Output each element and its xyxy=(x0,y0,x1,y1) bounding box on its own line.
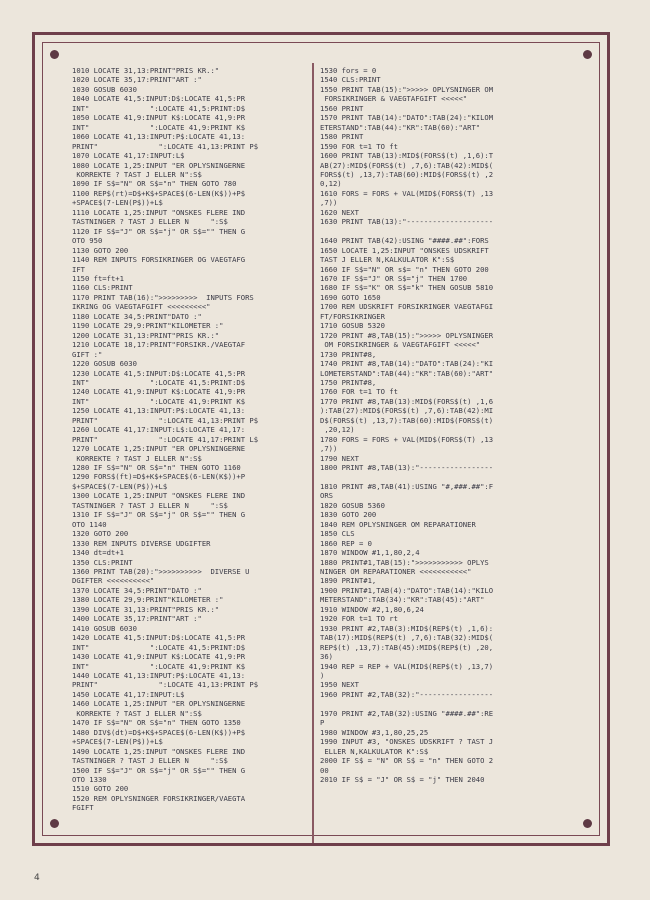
corner-dot-bottom-left xyxy=(50,819,59,828)
corner-dot-top-left xyxy=(50,50,59,59)
corner-dot-top-right xyxy=(583,50,592,59)
column-divider xyxy=(312,63,314,843)
code-listing-left-column: 1010 LOCATE 31,13:PRINT"PRIS KR.:" 1020 LOCATE 35,17:PRINT"ART :" 1030 GOSUB 6030 1040 LOCATE 41,5:INPUT:D$:LOCATE 41,5:PR INT" ":LOCATE 41,5:PRINT:D$ 1050 LOCATE 41,9:INPUT K$:LOCATE 41,9:PR INT" ":LOCATE 41,9:PRINT K$ 1060 LOCATE 41,13:INPUT:P$:LOCATE 41,13: PRINT" ":LOCATE 41,13:PRINT P$ 1070 LOCATE 41,17:INPUT:L$ 1080 LOCATE 1,25:INPUT "ER OPLYSNINGERNE KORREKTE ? TAST J ELLER N":S$ 1090 IF S$="N" OR S$="n" THEN GOTO 780 1100 REP$(rt)=D$+K$+SPACE$(6-LEN(K$))+P$ +SPACE$(7-LEN(P$))+L$ 1110 LOCATE 1,25:INPUT "ONSKES FLERE IND TASTNINGER ? TAST J ELLER N ":S$ 1120 IF S$="J" OR S$="j" OR S$="" THEN G OTO 950 1130 GOTO 200 1140 REM INPUTS FORSIKRINGER OG VAEGTAFG IFT 1150 ft=ft+1 1160 CLS:PRINT 1170 PRINT TAB(16):">>>>>>>>> INPUTS FORS IKRING OG VAEGTAFGIFT <<<<<<<<<" 1180 LOCATE 34,5:PRINT"DATO :" 1190 LOCATE 29,9:PRINT"KILOMETER :" 1200 LOCATE 31,13:PRINT"PRIS KR.:" 1210 LOCATE 18,17:PRINT"FORSIKR./VAEGTAF GIFT :" 1220 GOSUB 6030 1230 LOCATE 41,5:INPUT:D$:LOCATE 41,5:PR INT" ":LOCATE 41,5:PRINT:D$ 1240 LOCATE 41,9:INPUT K$:LOCATE 41,9:PR INT" ":LOCATE 41,9:PRINT K$ 1250 LOCATE 41,13:INPUT:P$:LOCATE 41,13: PRINT" ":LOCATE 41,13:PRINT P$ 1260 LOCATE 41,17:INPUT:L$:LOCATE 41,17: PRINT" ":LOCATE 41,17:PRINT L$ 1270 LOCATE 1,25:INPUT "ER OPLYSNINGERNE KORREKTE ? TAST J ELLER N":S$ 1280 IF S$="N" OR S$="n" THEN GOTO 1160 1290 FORS$(ft)=D$+K$+SPACE$(6-LEN(K$))+P $+SPACE$(7-LEN(P$))+L$ 1300 LOCATE 1,25:INPUT "ONSKES FLERE IND TASTNINGER ? TAST J ELLER N ":S$ 1310 IF S$="J" OR S$="j" OR S$="" THEN G OTO 1140 1320 GOTO 200 1330 REM INPUTS DIVERSE UDGIFTER 1340 dt=dt+1 1350 CLS:PRINT 1360 PRINT TAB(20):">>>>>>>>>> DIVERSE U DGIFTER <<<<<<<<<<" 1370 LOCATE 34,5:PRINT"DATO :" 1380 LOCATE 29,9:PRINT"KILOMETER :" 1390 LOCATE 31,13:PRINT"PRIS KR.:" 1400 LOCATE 35,17:PRINT"ART :" 1410 GOSUB 6030 1420 LOCATE 41,5:INPUT:D$:LOCATE 41,5:PR INT" ":LOCATE 41,5:PRINT:D$ 1430 LOCATE 41,9:INPUT K$:LOCATE 41,9:PR INT" ":LOCATE 41,9:PRINT K$ 1440 LOCATE 41,13:INPUT:P$:LOCATE 41,13: PRINT" ":LOCATE 41,13:PRINT P$ 1450 LOCATE 41,17:INPUT:L$ 1460 LOCATE 1,25:INPUT "ER OPLYSNINGERNE KORREKTE ? TAST J ELLER N":S$ 1470 IF S$="N" OR S$="n" THEN GOTO 1350 1480 DIV$(dt)=D$+K$+SPACE$(6-LEN(K$))+P$ +SPACE$(7-LEN(P$))+L$ 1490 LOCATE 1,25:INPUT "ONSKES FLERE IND TASTNINGER ? TAST J ELLER N ":S$ 1500 IF S$="J" OR S$="j" OR S$="" THEN G OTO 1330 1510 GOTO 200 1520 REM OPLYSNINGER FORSIKRINGER/VAEGTA FGIFT xyxy=(72,66,259,813)
corner-dot-bottom-right xyxy=(583,819,592,828)
code-listing-right-column: 1530 fors = 0 1540 CLS:PRINT 1550 PRINT TAB(15):">>>>> OPLYSNINGER OM FORSIKRINGER & VAEGTAFGIFT <<<<<" 1560 PRINT 1570 PRINT TAB(14):"DATO":TAB(24):"KILOM ETERSTAND":TAB(44):"KR":TAB(60):"ART" 1580 PRINT 1590 FOR t=1 TO ft 1600 PRINT TAB(13):MID$(FORS$(t) ,1,6):T AB(27):MID$(FORS$(t) ,7,6):TAB(42):MID$( FORS$(t) ,13,7):TAB(60):MID$(FORS$(t) ,2 0,12) 1610 FORS = FORS + VAL(MID$(FORS$(T) ,13 ,7)) 1620 NEXT 1630 PRINT TAB(13):"-------------------- 1640 PRINT TAB(42):USING "####.##":FORS 1650 LOCATE 1,25:INPUT "ONSKES UDSKRIFT TAST J ELLER N,KALKULATOR K":S$ 1660 IF S$="N" OR s$= "n" THEN GOTO 200 1670 IF S$="J" OR S$="j" THEN 1700 1680 IF S$="K" OR S$="k" THEN GOSUB 5810 1690 GOTO 1650 1700 REM UDSKRIFT FORSIKRINGER VAEGTAFGI FT/FORSIKRINGER 1710 GOSUB 5320 1720 PRINT #8,TAB(15):">>>>> OPLYSNINGER OM FORSIKRINGER & VAEGTAFGIFT <<<<<" 1730 PRINT#8, 1740 PRINT #8,TAB(14):"DATO":TAB(24):"KI LOMETERSTAND":TAB(44):"KR":TAB(60):"ART" 1750 PRINT#8, 1760 FOR t=1 TO ft 1770 PRINT #8,TAB(13):MID$(FORS$(t) ,1,6 ):TAB(27):MID$(FORS$(t) ,7,6):TAB(42):MI D$(FORS$(t) ,13,7):TAB(60):MID$(FORS$(t) ,20,12) 1780 FORS = FORS + VAL(MID$(FORS$(T) ,13 ,7)) 1790 NEXT 1800 PRINT #8,TAB(13):"----------------- 1810 PRINT #8,TAB(41):USING "#,###.##":F ORS 1820 GOSUB 5360 1830 GOTO 200 1840 REM OPLYSNINGER OM REPARATIONER 1850 CLS 1860 REP = 0 1870 WINDOW #1,1,80,2,4 1880 PRINT#1,TAB(15):">>>>>>>>>>> OPLYS NINGER OM REPARATIONER <<<<<<<<<<<" 1890 PRINT#1, 1900 PRINT#1,TAB(4):"DATO":TAB(14):"KILO METERSTAND":TAB(34):"KR":TAB(45):"ART" 1910 WINDOW #2,1,80,6,24 1920 FOR t=1 TO rt 1930 PRINT #2,TAB(3):MID$(REP$(t) ,1,6): TAB(17):MID$(REP$(t) ,7,6):TAB(32):MID$( REP$(t) ,13,7):TAB(45):MID$(REP$(t) ,20, 36) 1940 REP = REP + VAL(MID$(REP$(t) ,13,7) ) 1950 NEXT 1960 PRINT #2,TAB(32):"----------------- 1970 PRINT #2,TAB(32):USING "####.##":RE P 1980 WINDOW #3,1,80,25,25 1990 INPUT #3, "ONSKES UDSKRIFT ? TAST J ELLER N,KALKULATOR K":S$ 2000 IF S$ = "N" OR S$ = "n" THEN GOTO 2 00 2010 IF S$ = "J" OR S$ = "j" THEN 2040 xyxy=(320,66,494,784)
page-number: 4 xyxy=(34,873,40,883)
